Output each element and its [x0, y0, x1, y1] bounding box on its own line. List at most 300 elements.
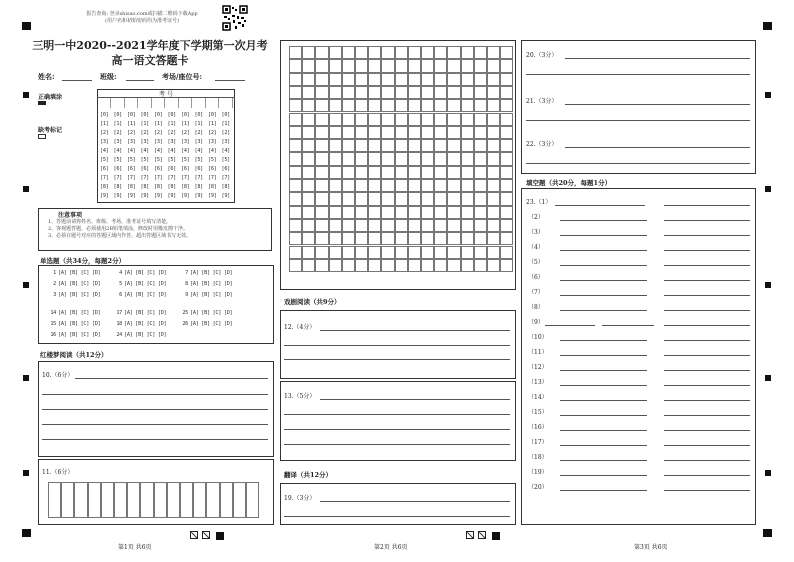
composition-cell[interactable] [342, 219, 355, 232]
composition-cell[interactable] [329, 166, 342, 179]
fill-item-line[interactable] [560, 220, 647, 221]
exam-number-bubble[interactable]: [3] [140, 139, 149, 145]
composition-cell[interactable] [342, 59, 355, 72]
composition-cell[interactable] [447, 126, 460, 139]
exam-number-bubble[interactable]: [8] [194, 184, 203, 190]
composition-cell[interactable] [447, 179, 460, 192]
composition-cell[interactable] [355, 86, 368, 99]
composition-cell[interactable] [500, 259, 513, 272]
exam-number-bubble[interactable]: [0] [100, 112, 109, 118]
composition-cell[interactable] [500, 152, 513, 165]
composition-cell[interactable] [434, 113, 447, 126]
composition-cell[interactable] [355, 206, 368, 219]
composition-cell[interactable] [395, 99, 408, 112]
exam-number-bubble[interactable]: [1] [181, 121, 190, 127]
composition-cell[interactable] [329, 113, 342, 126]
q10-line[interactable] [42, 439, 268, 440]
mcq-options[interactable]: [A] [B] [C] [D] [58, 270, 101, 276]
composition-cell[interactable] [315, 73, 328, 86]
composition-cell[interactable] [302, 126, 315, 139]
composition-cell[interactable] [447, 259, 460, 272]
exam-number-bubble[interactable]: [1] [154, 121, 163, 127]
composition-cell[interactable] [329, 126, 342, 139]
composition-cell[interactable] [395, 46, 408, 59]
composition-cell[interactable] [434, 86, 447, 99]
composition-cell[interactable] [474, 259, 487, 272]
composition-cell[interactable] [487, 152, 500, 165]
composition-cell[interactable] [421, 126, 434, 139]
exam-number-bubble[interactable]: [6] [167, 166, 176, 172]
composition-cell[interactable] [289, 59, 302, 72]
composition-cell[interactable] [329, 86, 342, 99]
composition-cell[interactable] [434, 206, 447, 219]
composition-cell[interactable] [500, 99, 513, 112]
composition-cell[interactable] [289, 73, 302, 86]
q11-grid-cell[interactable] [140, 482, 153, 518]
composition-cell[interactable] [421, 246, 434, 259]
fill-item-line[interactable] [664, 475, 750, 476]
composition-cell[interactable] [408, 113, 421, 126]
composition-cell[interactable] [395, 126, 408, 139]
fill-item-line[interactable] [560, 385, 647, 386]
q10-line[interactable] [75, 378, 268, 379]
exam-number-bubble[interactable]: [7] [154, 175, 163, 181]
composition-cell[interactable] [434, 73, 447, 86]
composition-cell[interactable] [474, 166, 487, 179]
composition-cell[interactable] [315, 46, 328, 59]
composition-cell[interactable] [381, 179, 394, 192]
composition-cell[interactable] [342, 152, 355, 165]
composition-cell[interactable] [395, 86, 408, 99]
exam-number-bubble[interactable]: [0] [181, 112, 190, 118]
composition-cell[interactable] [315, 113, 328, 126]
q11-grid-cell[interactable] [101, 482, 114, 518]
exam-number-bubble[interactable]: [6] [127, 166, 136, 172]
composition-cell[interactable] [368, 59, 381, 72]
composition-cell[interactable] [302, 179, 315, 192]
composition-cell[interactable] [395, 232, 408, 245]
composition-cell[interactable] [447, 59, 460, 72]
composition-cell[interactable] [355, 152, 368, 165]
q20-line[interactable] [565, 58, 750, 59]
q19-line[interactable] [320, 501, 510, 502]
composition-cell[interactable] [368, 126, 381, 139]
composition-cell[interactable] [487, 166, 500, 179]
exam-number-bubble[interactable]: [0] [113, 112, 122, 118]
composition-cell[interactable] [368, 73, 381, 86]
composition-cell[interactable] [487, 73, 500, 86]
composition-cell[interactable] [408, 192, 421, 205]
composition-cell[interactable] [329, 219, 342, 232]
exam-number-bubble[interactable]: [2] [167, 130, 176, 136]
fill-item-line[interactable] [664, 280, 750, 281]
exam-number-bubble[interactable]: [9] [140, 193, 149, 199]
composition-cell[interactable] [500, 179, 513, 192]
q11-grid-cell[interactable] [61, 482, 74, 518]
composition-cell[interactable] [302, 99, 315, 112]
mcq-options[interactable]: [A] [B] [C] [D] [124, 270, 167, 276]
composition-cell[interactable] [342, 99, 355, 112]
composition-cell[interactable] [368, 113, 381, 126]
composition-cell[interactable] [461, 192, 474, 205]
composition-cell[interactable] [434, 152, 447, 165]
composition-cell[interactable] [487, 86, 500, 99]
composition-cell[interactable] [342, 192, 355, 205]
composition-cell[interactable] [315, 126, 328, 139]
composition-cell[interactable] [408, 246, 421, 259]
fill-item-line[interactable] [560, 400, 647, 401]
composition-cell[interactable] [342, 246, 355, 259]
exam-number-bubble[interactable]: [6] [208, 166, 217, 172]
fill-item-line[interactable] [560, 280, 647, 281]
fill-item-line[interactable] [664, 325, 750, 326]
composition-cell[interactable] [329, 259, 342, 272]
exam-number-bubble[interactable]: [0] [208, 112, 217, 118]
composition-cell[interactable] [408, 126, 421, 139]
exam-number-bubble[interactable]: [8] [208, 184, 217, 190]
exam-number-bubble[interactable]: [1] [127, 121, 136, 127]
q13-line[interactable] [284, 444, 510, 445]
exam-number-bubble[interactable]: [3] [127, 139, 136, 145]
composition-cell[interactable] [461, 46, 474, 59]
composition-cell[interactable] [461, 206, 474, 219]
composition-cell[interactable] [500, 139, 513, 152]
composition-cell[interactable] [461, 86, 474, 99]
exam-number-write-cell[interactable] [180, 98, 192, 108]
composition-cell[interactable] [289, 139, 302, 152]
composition-cell[interactable] [461, 73, 474, 86]
composition-cell[interactable] [355, 179, 368, 192]
composition-cell[interactable] [315, 192, 328, 205]
missing-mark-box[interactable] [38, 134, 46, 139]
composition-cell[interactable] [289, 113, 302, 126]
composition-cell[interactable] [302, 206, 315, 219]
exam-number-bubble[interactable]: [7] [113, 175, 122, 181]
mcq-options[interactable]: [A] [B] [C] [D] [124, 292, 167, 298]
q10-line[interactable] [42, 394, 268, 395]
composition-cell[interactable] [395, 73, 408, 86]
composition-cell[interactable] [289, 46, 302, 59]
composition-cell[interactable] [474, 86, 487, 99]
mcq-options[interactable]: [A] [B] [C] [D] [190, 321, 233, 327]
composition-cell[interactable] [461, 219, 474, 232]
composition-cell[interactable] [355, 259, 368, 272]
mcq-options[interactable]: [A] [B] [C] [D] [124, 321, 167, 327]
composition-cell[interactable] [289, 192, 302, 205]
composition-cell[interactable] [500, 126, 513, 139]
composition-cell[interactable] [329, 46, 342, 59]
fill-item-line[interactable] [664, 370, 750, 371]
q10-line[interactable] [42, 409, 268, 410]
exam-number-bubble[interactable]: [5] [208, 157, 217, 163]
composition-cell[interactable] [368, 152, 381, 165]
fill-item-line[interactable] [664, 340, 750, 341]
composition-cell[interactable] [421, 139, 434, 152]
composition-cell[interactable] [474, 192, 487, 205]
composition-cell[interactable] [408, 152, 421, 165]
q11-grid-cell[interactable] [88, 482, 101, 518]
composition-cell[interactable] [474, 46, 487, 59]
composition-cell[interactable] [395, 192, 408, 205]
composition-cell[interactable] [381, 259, 394, 272]
composition-cell[interactable] [447, 152, 460, 165]
composition-cell[interactable] [487, 232, 500, 245]
composition-cell[interactable] [381, 73, 394, 86]
composition-cell[interactable] [421, 232, 434, 245]
exam-number-bubble[interactable]: [9] [181, 193, 190, 199]
exam-number-bubble[interactable]: [8] [100, 184, 109, 190]
composition-cell[interactable] [474, 126, 487, 139]
exam-number-bubble[interactable]: [9] [208, 193, 217, 199]
composition-cell[interactable] [302, 246, 315, 259]
composition-cell[interactable] [315, 139, 328, 152]
exam-number-bubble[interactable]: [9] [167, 193, 176, 199]
composition-cell[interactable] [395, 139, 408, 152]
exam-number-bubble[interactable]: [2] [208, 130, 217, 136]
exam-number-write-cell[interactable] [140, 98, 152, 108]
fill-item-line[interactable] [664, 490, 750, 491]
composition-cell[interactable] [381, 126, 394, 139]
fill-item-line[interactable] [560, 250, 647, 251]
composition-cell[interactable] [434, 126, 447, 139]
q19-line[interactable] [284, 516, 510, 517]
mcq-options[interactable]: [A] [B] [C] [D] [58, 321, 101, 327]
fill-item-line[interactable] [560, 265, 647, 266]
composition-cell[interactable] [500, 206, 513, 219]
composition-cell[interactable] [421, 99, 434, 112]
composition-cell[interactable] [461, 232, 474, 245]
exam-number-bubble[interactable]: [2] [194, 130, 203, 136]
exam-number-bubble[interactable]: [4] [208, 148, 217, 154]
composition-cell[interactable] [461, 259, 474, 272]
mcq-options[interactable]: [A] [B] [C] [D] [190, 281, 233, 287]
composition-cell[interactable] [289, 166, 302, 179]
composition-cell[interactable] [500, 166, 513, 179]
exam-number-bubble[interactable]: [5] [100, 157, 109, 163]
composition-cell[interactable] [421, 86, 434, 99]
exam-number-bubble[interactable]: [7] [208, 175, 217, 181]
fill-item-line[interactable] [560, 445, 647, 446]
composition-cell[interactable] [395, 246, 408, 259]
composition-cell[interactable] [302, 219, 315, 232]
fill-item-line[interactable] [664, 400, 750, 401]
composition-cell[interactable] [500, 246, 513, 259]
exam-number-bubble[interactable]: [0] [221, 112, 230, 118]
mcq-options[interactable]: [A] [B] [C] [D] [190, 292, 233, 298]
q11-grid-cell[interactable] [193, 482, 206, 518]
composition-cell[interactable] [461, 166, 474, 179]
composition-cell[interactable] [421, 152, 434, 165]
fill-item-line[interactable] [664, 415, 750, 416]
exam-number-bubble[interactable]: [9] [221, 193, 230, 199]
composition-cell[interactable] [408, 99, 421, 112]
composition-cell[interactable] [474, 113, 487, 126]
exam-number-bubble[interactable]: [4] [221, 148, 230, 154]
fill-item-line[interactable] [664, 220, 750, 221]
fill-item-line[interactable] [560, 430, 647, 431]
fill-item-line[interactable] [545, 325, 595, 326]
fill-item-line[interactable] [664, 295, 750, 296]
exam-number-bubble[interactable]: [8] [140, 184, 149, 190]
composition-cell[interactable] [395, 113, 408, 126]
composition-cell[interactable] [302, 46, 315, 59]
exam-number-bubble[interactable]: [0] [127, 112, 136, 118]
composition-cell[interactable] [381, 166, 394, 179]
composition-cell[interactable] [302, 73, 315, 86]
exam-number-bubble[interactable]: [8] [181, 184, 190, 190]
composition-cell[interactable] [381, 192, 394, 205]
composition-cell[interactable] [408, 259, 421, 272]
composition-cell[interactable] [355, 232, 368, 245]
composition-cell[interactable] [355, 99, 368, 112]
composition-cell[interactable] [368, 166, 381, 179]
fill-item-line[interactable] [560, 310, 647, 311]
composition-cell[interactable] [408, 46, 421, 59]
composition-cell[interactable] [434, 219, 447, 232]
composition-cell[interactable] [474, 232, 487, 245]
exam-number-bubble[interactable]: [9] [194, 193, 203, 199]
composition-cell[interactable] [500, 192, 513, 205]
composition-cell[interactable] [381, 232, 394, 245]
q11-grid-cell[interactable] [246, 482, 259, 518]
composition-cell[interactable] [447, 219, 460, 232]
composition-cell[interactable] [368, 219, 381, 232]
composition-cell[interactable] [434, 232, 447, 245]
fill-item-line[interactable] [664, 430, 750, 431]
mcq-options[interactable]: [A] [B] [C] [D] [58, 292, 101, 298]
composition-cell[interactable] [342, 166, 355, 179]
exam-number-bubble[interactable]: [4] [154, 148, 163, 154]
composition-cell[interactable] [447, 166, 460, 179]
q13-line[interactable] [284, 429, 510, 430]
composition-cell[interactable] [368, 179, 381, 192]
composition-cell[interactable] [315, 152, 328, 165]
q12-line[interactable] [320, 330, 510, 331]
q20-line[interactable] [526, 74, 750, 75]
composition-cell[interactable] [315, 179, 328, 192]
exam-number-bubble[interactable]: [5] [113, 157, 122, 163]
composition-cell[interactable] [381, 99, 394, 112]
composition-cell[interactable] [302, 152, 315, 165]
q11-grid-cell[interactable] [154, 482, 167, 518]
composition-cell[interactable] [329, 192, 342, 205]
fill-item-line[interactable] [664, 250, 750, 251]
exam-number-bubble[interactable]: [8] [167, 184, 176, 190]
composition-cell[interactable] [329, 152, 342, 165]
composition-cell[interactable] [342, 259, 355, 272]
exam-number-bubble[interactable]: [7] [100, 175, 109, 181]
composition-cell[interactable] [381, 46, 394, 59]
mcq-options[interactable]: [A] [B] [C] [D] [124, 310, 167, 316]
composition-cell[interactable] [329, 99, 342, 112]
exam-number-bubble[interactable]: [2] [221, 130, 230, 136]
composition-cell[interactable] [302, 192, 315, 205]
composition-cell[interactable] [487, 99, 500, 112]
composition-cell[interactable] [500, 113, 513, 126]
composition-cell[interactable] [355, 59, 368, 72]
composition-cell[interactable] [315, 259, 328, 272]
exam-number-bubble[interactable]: [1] [113, 121, 122, 127]
exam-number-bubble[interactable]: [6] [181, 166, 190, 172]
composition-cell[interactable] [408, 86, 421, 99]
exam-number-write-cell[interactable] [113, 98, 125, 108]
composition-cell[interactable] [487, 126, 500, 139]
fill-item-line[interactable] [560, 415, 647, 416]
composition-cell[interactable] [302, 259, 315, 272]
composition-cell[interactable] [408, 179, 421, 192]
composition-cell[interactable] [461, 152, 474, 165]
composition-cell[interactable] [315, 246, 328, 259]
composition-cell[interactable] [487, 219, 500, 232]
exam-number-bubble[interactable]: [3] [194, 139, 203, 145]
q13-line[interactable] [320, 399, 510, 400]
exam-number-bubble[interactable]: [1] [167, 121, 176, 127]
composition-cell[interactable] [474, 219, 487, 232]
fill-item-line[interactable] [664, 310, 750, 311]
exam-number-bubble[interactable]: [3] [181, 139, 190, 145]
composition-cell[interactable] [500, 59, 513, 72]
composition-cell[interactable] [289, 99, 302, 112]
composition-cell[interactable] [487, 192, 500, 205]
composition-cell[interactable] [447, 192, 460, 205]
exam-number-bubble[interactable]: [7] [181, 175, 190, 181]
composition-cell[interactable] [500, 219, 513, 232]
composition-cell[interactable] [355, 246, 368, 259]
composition-cell[interactable] [395, 206, 408, 219]
fill-item-line[interactable] [560, 355, 647, 356]
mcq-options[interactable]: [A] [B] [C] [D] [58, 332, 101, 338]
q21-line[interactable] [526, 120, 750, 121]
composition-cell[interactable] [329, 246, 342, 259]
composition-cell[interactable] [381, 219, 394, 232]
exam-number-bubble[interactable]: [9] [154, 193, 163, 199]
composition-cell[interactable] [408, 166, 421, 179]
composition-cell[interactable] [408, 206, 421, 219]
composition-cell[interactable] [302, 59, 315, 72]
name-field[interactable] [62, 80, 92, 81]
fill-item-line[interactable] [560, 460, 647, 461]
composition-cell[interactable] [395, 166, 408, 179]
composition-cell[interactable] [447, 232, 460, 245]
exam-number-bubble[interactable]: [1] [221, 121, 230, 127]
exam-number-bubble[interactable]: [0] [167, 112, 176, 118]
composition-cell[interactable] [461, 113, 474, 126]
composition-cell[interactable] [395, 59, 408, 72]
q10-line[interactable] [42, 424, 268, 425]
fill-item-line[interactable] [560, 235, 647, 236]
composition-cell[interactable] [342, 86, 355, 99]
mcq-options[interactable]: [A] [B] [C] [D] [58, 310, 101, 316]
exam-number-bubble[interactable]: [8] [221, 184, 230, 190]
exam-number-bubble[interactable]: [0] [140, 112, 149, 118]
composition-cell[interactable] [289, 246, 302, 259]
exam-number-bubble[interactable]: [6] [113, 166, 122, 172]
composition-cell[interactable] [434, 259, 447, 272]
composition-cell[interactable] [329, 59, 342, 72]
composition-cell[interactable] [342, 139, 355, 152]
composition-cell[interactable] [355, 113, 368, 126]
exam-number-bubble[interactable]: [8] [154, 184, 163, 190]
exam-number-bubble[interactable]: [4] [181, 148, 190, 154]
composition-cell[interactable] [342, 113, 355, 126]
composition-cell[interactable] [434, 192, 447, 205]
exam-number-bubble[interactable]: [7] [167, 175, 176, 181]
composition-cell[interactable] [395, 179, 408, 192]
composition-cell[interactable] [342, 46, 355, 59]
composition-cell[interactable] [302, 166, 315, 179]
composition-cell[interactable] [408, 232, 421, 245]
composition-cell[interactable] [421, 219, 434, 232]
